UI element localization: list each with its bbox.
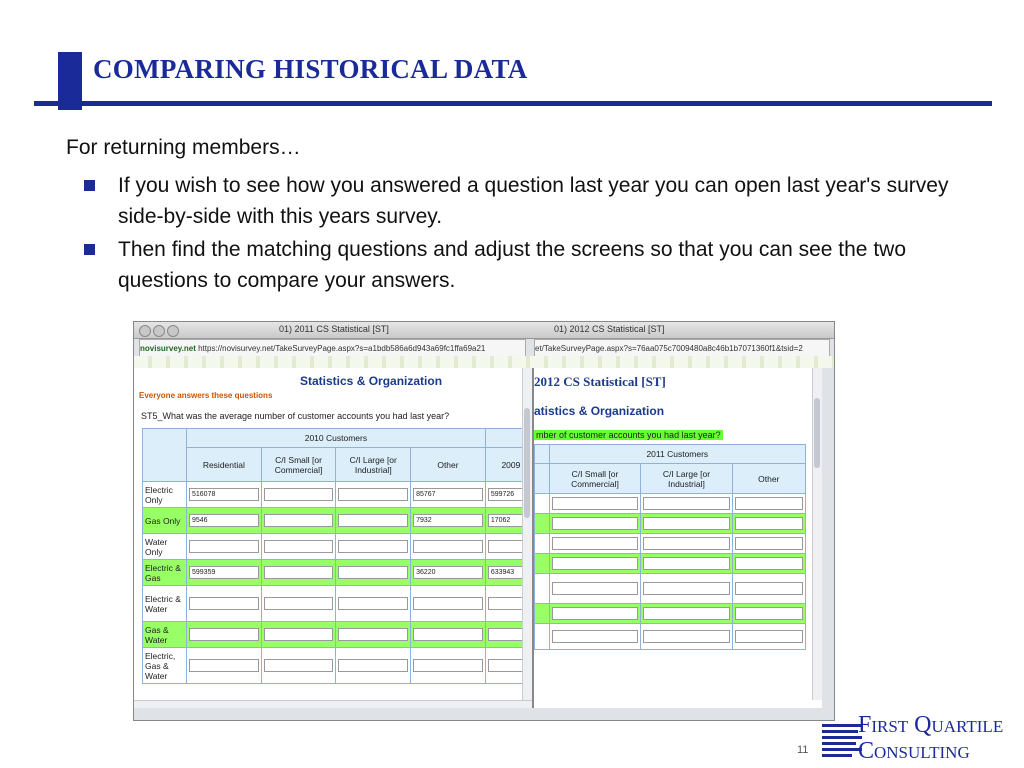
table-row [143, 622, 535, 648]
intro-text: For returning members… [66, 136, 301, 159]
column-header: Residential [187, 448, 262, 482]
table-row [143, 534, 535, 560]
minimize-window-icon[interactable] [153, 325, 165, 337]
number-input[interactable]: 599726 [488, 488, 534, 501]
row-label: Gas & Water [143, 622, 187, 648]
right-window-title: 01) 2012 CS Statistical [ST] [554, 324, 665, 334]
number-input[interactable] [643, 607, 729, 620]
left-answer-grid [142, 428, 534, 684]
column-header: C/I Large [or Industrial] [641, 464, 732, 494]
number-input[interactable] [338, 514, 408, 527]
number-input[interactable] [189, 597, 259, 610]
number-input[interactable] [552, 630, 639, 643]
number-input[interactable] [338, 488, 408, 501]
number-input[interactable] [264, 566, 334, 579]
number-input[interactable] [735, 630, 803, 643]
number-input[interactable] [735, 557, 803, 570]
number-input[interactable]: 599359 [189, 566, 259, 579]
number-input[interactable] [338, 597, 408, 610]
number-input[interactable] [643, 537, 729, 550]
number-input[interactable] [264, 514, 334, 527]
number-input[interactable] [643, 497, 729, 510]
number-input[interactable] [338, 659, 408, 672]
number-input[interactable] [552, 607, 639, 620]
number-input[interactable] [735, 517, 803, 530]
company-logo [858, 712, 1003, 764]
page-number: 11 [797, 744, 809, 756]
highlighted-question: mber of customer accounts you had last year? [536, 430, 721, 440]
right-survey-title: 2012 CS Statistical [ST] [534, 374, 666, 389]
table-row [143, 508, 535, 534]
number-input[interactable]: 516078 [189, 488, 259, 501]
square-bullet-icon [84, 244, 95, 255]
column-header: C/I Small [or Commercial] [261, 448, 336, 482]
row-label: Gas Only [143, 508, 187, 534]
number-input[interactable] [735, 537, 803, 550]
number-input[interactable] [552, 582, 639, 595]
decorative-banner [134, 356, 834, 368]
column-header: 2009 [485, 448, 534, 482]
column-header: Other [411, 448, 486, 482]
row-label: Electric & Water [143, 586, 187, 622]
number-input[interactable]: 9546 [189, 514, 259, 527]
bullet-item: If you wish to see how you answered a question last year you can open last year's survey side-by-side with this years survey. [82, 170, 992, 232]
logo-mark [822, 716, 862, 762]
left-window-title: 01) 2011 CS Statistical [ST] [279, 324, 389, 334]
url-site-badge: novisurvey.net [140, 344, 196, 353]
number-input[interactable] [643, 582, 729, 595]
table-row [535, 624, 806, 650]
number-input[interactable] [643, 557, 729, 570]
row-label: Electric Only [143, 482, 187, 508]
table-row [535, 514, 806, 534]
number-input[interactable] [264, 488, 334, 501]
right-survey-window [534, 368, 822, 708]
number-input[interactable] [338, 566, 408, 579]
logo-line-1: First Quartile [858, 712, 1004, 738]
zoom-window-icon[interactable] [167, 325, 179, 337]
table-row [143, 560, 535, 586]
number-input[interactable]: 36220 [413, 566, 483, 579]
table-row [143, 586, 535, 622]
number-input[interactable] [643, 517, 729, 530]
number-input[interactable] [189, 628, 259, 641]
table-row [143, 648, 535, 684]
number-input[interactable]: 85767 [413, 488, 483, 501]
number-input[interactable] [189, 540, 259, 553]
number-input[interactable] [413, 659, 483, 672]
logo-line-2: Consulting [858, 738, 970, 764]
slide-title: COMPARING HISTORICAL DATA [93, 54, 528, 84]
browser-screenshot [133, 321, 835, 721]
right-vertical-scrollbar[interactable] [812, 368, 822, 700]
number-input[interactable] [264, 540, 334, 553]
number-input[interactable] [552, 497, 639, 510]
right-section-title: atistics & Organization [534, 404, 665, 418]
number-input[interactable] [338, 540, 408, 553]
number-input[interactable]: 633943 [488, 566, 534, 579]
left-url-text: https://novisurvey.net/TakeSurveyPage.aspx?s=a1bdb586a6d943a69fc1ffa69a21 [198, 344, 486, 353]
everyone-note: Everyone answers these questions [139, 391, 273, 400]
column-header: C/I Small [or Commercial] [549, 464, 641, 494]
title-rule [34, 101, 992, 106]
number-input[interactable]: 7932 [413, 514, 483, 527]
number-input[interactable] [552, 557, 639, 570]
bullet-list [82, 170, 992, 298]
left-horizontal-scrollbar[interactable] [134, 700, 532, 708]
table-row [535, 554, 806, 574]
row-label: Electric, Gas & Water [143, 648, 187, 684]
left-survey-window [134, 368, 534, 708]
left-section-title: Statistics & Organization [300, 374, 443, 388]
right-answer-grid [534, 444, 806, 650]
scroll-thumb[interactable] [814, 398, 820, 468]
row-label: Water Only [143, 534, 187, 560]
right-url-text: et/TakeSurveyPage.aspx?s=76aa075c7009480a8c46b1b7071360f1&tsid=2 [535, 344, 803, 353]
number-input[interactable] [643, 630, 729, 643]
number-input[interactable] [735, 497, 803, 510]
scroll-thumb[interactable] [524, 408, 530, 518]
row-label: Electric & Gas [143, 560, 187, 586]
table-row [535, 534, 806, 554]
column-header: C/I Large [or Industrial] [336, 448, 411, 482]
number-input[interactable] [413, 540, 483, 553]
table-row [535, 494, 806, 514]
number-input[interactable] [338, 628, 408, 641]
group-header: 2010 Customers [187, 429, 486, 448]
number-input[interactable]: 17062 [488, 514, 534, 527]
number-input[interactable] [552, 537, 639, 550]
number-input[interactable] [264, 659, 334, 672]
left-vertical-scrollbar[interactable] [522, 368, 532, 700]
close-window-icon[interactable] [139, 325, 151, 337]
bullet-item: Then find the matching questions and adjust the screens so that you can see the two questions to compare your answers. [82, 234, 992, 296]
number-input[interactable] [552, 517, 639, 530]
table-row [535, 604, 806, 624]
number-input[interactable] [264, 628, 334, 641]
number-input[interactable] [735, 607, 803, 620]
square-bullet-icon [84, 180, 95, 191]
number-input[interactable] [413, 628, 483, 641]
table-row [535, 574, 806, 604]
group-header: 2011 Customers [549, 445, 805, 464]
number-input[interactable] [189, 659, 259, 672]
number-input[interactable] [264, 597, 334, 610]
table-row [143, 482, 535, 508]
number-input[interactable] [413, 597, 483, 610]
browser-titlebar [134, 322, 834, 339]
column-header: Other [732, 464, 805, 494]
question-text: ST5_What was the average number of customer accounts you had last year? [141, 411, 450, 421]
number-input[interactable] [735, 582, 803, 595]
